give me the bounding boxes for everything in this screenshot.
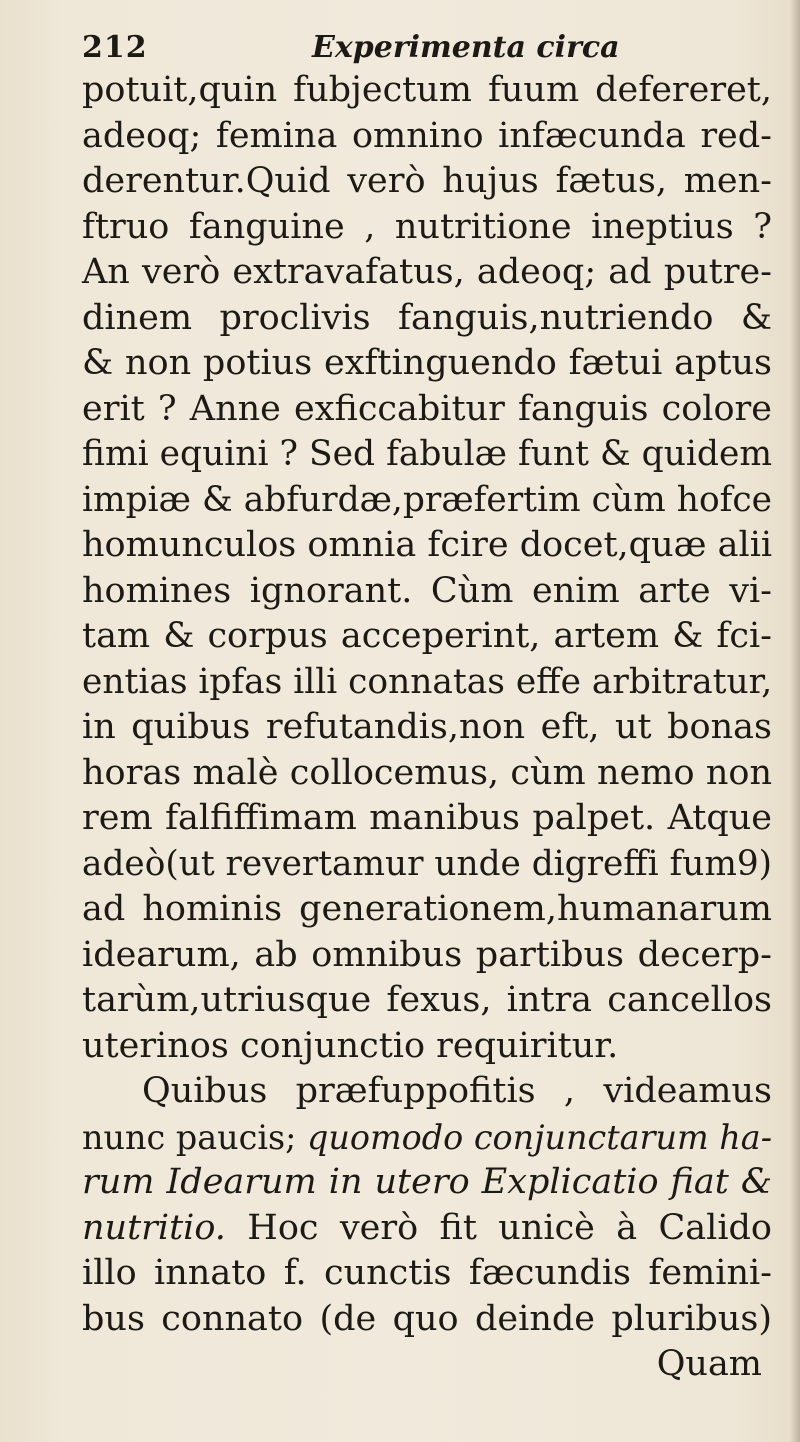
text-line: adeò(ut revertamur unde digreffi fum9) [82,843,773,884]
text-line-mixed [82,1206,772,1252]
text-line: impiæ & abfurdæ,præfertim cùm hofce [82,479,772,520]
text-line: illo innato f. cunctis fæcundis femini- [82,1253,772,1293]
page-edge-shadow [790,0,800,1442]
text-line: An verò extravafatus, adeoq; ad putre- [82,252,772,292]
text-line: in quibus refutandis,non eft, ut bonas [82,707,772,747]
italic-segment: quomodo conjunctarum ha- [307,1117,772,1157]
paragraph-start-line: Quibus præfuppofitis , videamus [142,1071,772,1111]
text-segment: nunc paucis; [82,1117,297,1157]
body-text [82,68,772,1388]
text-line: tam & corpus acceperint, artem & fci- [82,616,772,656]
text-line: entias ipfas illi connatas effe arbitratur, [82,661,773,702]
text-line: tarùm,utriusque fexus, intra cancellos [82,980,772,1020]
running-head: Experimenta circa [312,30,620,65]
text-line: erit ? Anne exficcabitur fanguis colore [82,388,772,429]
text-line: uterinos conjunctio requiritur. [82,1025,619,1066]
text-line: homunculos omnia fcire docet,quæ alii [82,525,773,565]
text-line: idearum, ab omnibus partibus decerp- [82,934,772,975]
text-line: potuit,quin fubjectum fuum defereret, [82,70,772,110]
text-line-mixed [82,1115,772,1161]
text-line: & non potius exftinguendo fætui aptus [82,343,772,383]
text-line: dinem proclivis fanguis,nutriendo & [82,297,772,338]
text-line: rem falfiffimam manibus palpet. Atque [82,798,772,838]
text-line: adeoq; femina omnino infæcunda red- [82,115,772,156]
text-line: fimi equini ? Sed fabulæ funt & quidem [82,434,772,474]
italic-segment: nutritio. [82,1207,226,1248]
text-segment: Hoc verò fit unicè à Calido [247,1207,772,1248]
text-line: horas malè collocemus, cùm nemo non [82,752,772,793]
catchword: Quam [656,1344,762,1384]
italic-line: rum Idearum in utero Explicatio fiat & [82,1162,772,1202]
text-line: ad hominis generationem,humanarum [82,889,772,929]
page-number: 212 [82,30,148,65]
text-line: ftruo fanguine , nutritione ineptius ? [82,206,772,247]
text-line: bus connato (de quo deinde pluribus) [82,1298,772,1339]
text-line: derentur.Quid verò hujus fætus, men- [82,161,772,201]
text-line: homines ignorant. Cùm enim arte vi- [82,570,772,611]
page-header [82,30,762,70]
